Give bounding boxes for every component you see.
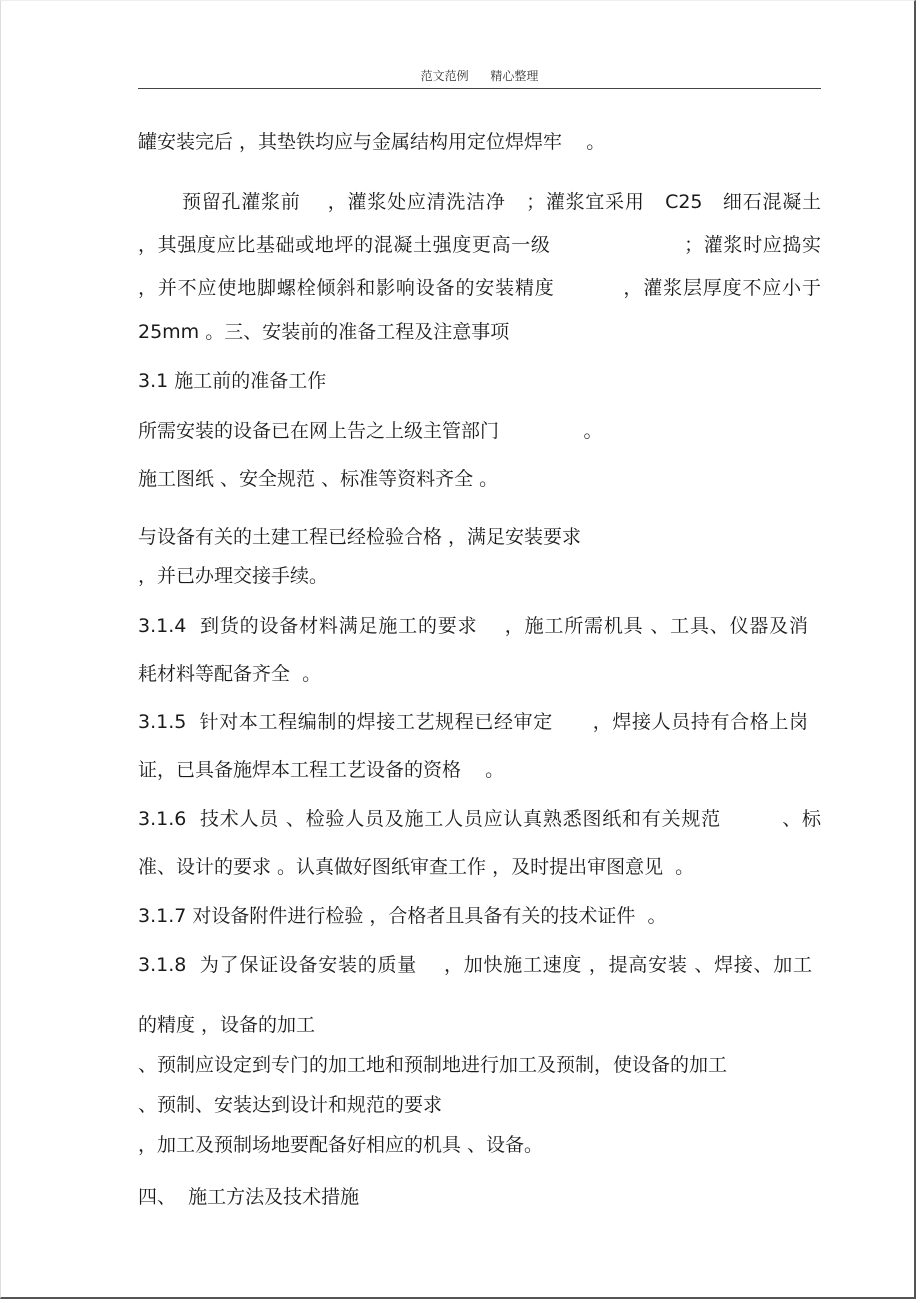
item-3-1-6-cont: 准、设计的要求 。认真做好图纸审查工作 ，及时提出审图意见 。: [138, 856, 695, 878]
section-heading-3-1: 3.1 施工前的准备工作: [138, 370, 327, 392]
body-line-7: 所需安装的设备已在网上告之上级主管部门 。: [138, 420, 603, 442]
body-line-4: ，并不应使地脚螺栓倾斜和影响设备的安装精度 ，灌浆层厚度不应小于: [138, 277, 821, 299]
item-3-1-6: 3.1.6 技术人员 、检验人员及施工人员应认真熟悉图纸和有关规范 、标: [138, 808, 821, 830]
body-line-3: ，其强度应比基础或地坪的混凝土强度更高一级 ；灌浆时应捣实: [138, 234, 821, 256]
body-line-8: 施工图纸 、安全规范 、标准等资料齐全 。: [138, 468, 499, 490]
item-3-1-8-cont-1: 的精度 ，设备的加工: [138, 1014, 316, 1036]
item-3-1-5: 3.1.5 针对本工程编制的焊接工艺规程已经审定 ，焊接人员持有合格上岗: [138, 711, 808, 733]
item-3-1-4: 3.1.4 到货的设备材料满足施工的要求 ，施工所需机具 、工具、仪器及消: [138, 615, 808, 637]
page-header: [138, 66, 821, 89]
header-right-text: 精心整理: [490, 69, 539, 83]
item-3-1-5-cont: 证，已具备施焊本工程工艺设备的资格 。: [138, 759, 505, 781]
body-line-9: 与设备有关的土建工程已经检验合格 ，满足安装要求: [138, 526, 582, 548]
item-3-1-7: 3.1.7 对设备附件进行检验 ，合格者且具备有关的技术证件 。: [138, 905, 667, 927]
item-3-1-8: 3.1.8 为了保证设备安装的质量 ，加快施工速度 ，提高安装 、焊接、加工: [138, 954, 812, 976]
item-3-1-4-cont: 耗材料等配备齐全 。: [138, 663, 322, 685]
header-left-text: 范文范例: [420, 69, 469, 83]
section-heading-4: 四、 施工方法及技术措施: [138, 1186, 360, 1208]
body-line-2: 预留孔灌浆前 ，灌浆处应清洗洁净 ；灌浆宜采用 C25 细石混凝土: [182, 191, 821, 213]
item-3-1-8-cont-3: 、预制、安装达到设计和规范的要求: [138, 1094, 443, 1116]
body-line-10: ，并已办理交接手续。: [138, 565, 329, 587]
body-line-5: 25mm 。三、安装前的准备工程及注意事项: [138, 321, 510, 343]
item-3-1-8-cont-4: ，加工及预制场地要配备好相应的机具 、设备。: [138, 1134, 544, 1156]
body-line-1: 罐安装完后 ，其垫铁均应与金属结构用定位焊焊牢 。: [138, 131, 606, 153]
item-3-1-8-cont-2: 、预制应设定到专门的加工地和预制地进行加工及预制，使设备的加工: [138, 1054, 728, 1076]
